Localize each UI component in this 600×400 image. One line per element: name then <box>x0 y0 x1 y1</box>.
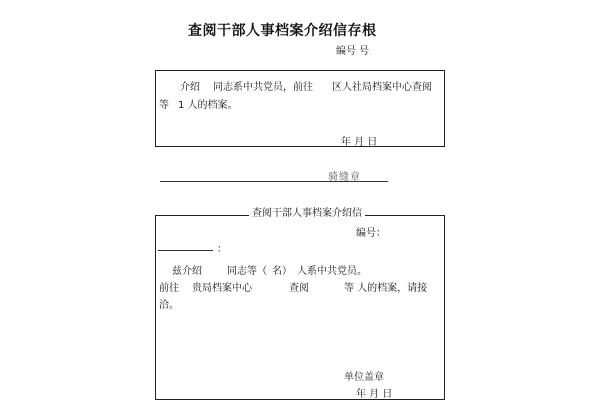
addressee-blank[interactable] <box>158 250 213 251</box>
stub-title: 查阅干部人事档案介绍信存根 <box>188 23 377 39</box>
stub-comrade-text: 同志系中共党员，前往 <box>213 82 313 93</box>
letter-goto: 前往 <box>159 283 179 294</box>
stub-intro: 介绍 <box>180 82 200 93</box>
letter-review: 查阅 <box>289 283 309 294</box>
letter-comrade-text: 同志等（ <box>227 266 267 277</box>
letter-title: 查阅干部人事档案介绍信 <box>249 204 365 219</box>
letter-qia: 洽。 <box>159 300 179 311</box>
letter-date: 年 月 日 <box>356 389 393 400</box>
seam-stamp-label: 骑缝章 <box>328 172 361 183</box>
letter-box <box>155 215 445 400</box>
stub-number-label: 编号 号 <box>336 46 370 57</box>
letter-ming: 名） <box>272 266 292 277</box>
addressee-colon: ： <box>217 244 227 255</box>
letter-files-text: 等 人的档案，请接 <box>344 283 428 294</box>
letter-number-label: 编号： <box>356 228 386 239</box>
unit-stamp-label: 单位盖章 <box>344 372 384 383</box>
stub-date: 年 月 日 <box>341 137 378 148</box>
stub-count-text: 1 人的档案。 <box>178 100 238 111</box>
letter-bureau: 贵局档案中心 <box>192 283 252 294</box>
stub-deng: 等 <box>159 100 169 111</box>
letter-intro: 兹介绍 <box>172 266 202 277</box>
letter-party-text: 人系中共党员。 <box>297 266 367 277</box>
stub-destination: 区人社局档案中心查阅 <box>332 82 432 93</box>
